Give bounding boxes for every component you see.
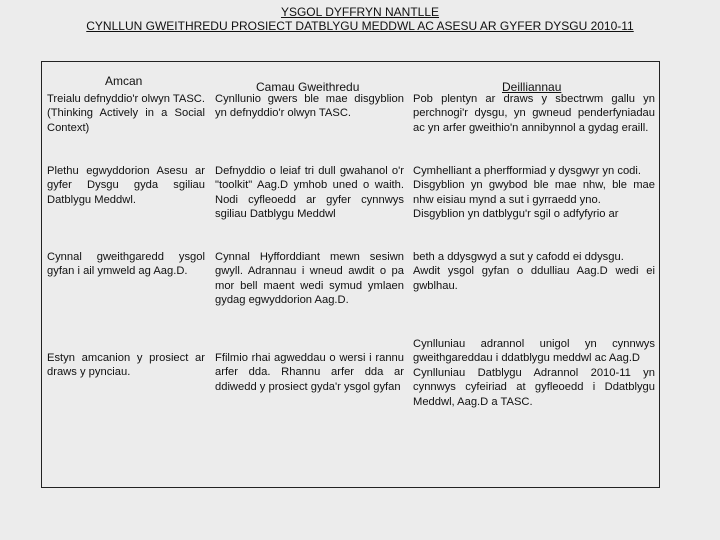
row1-amcan: Treialu defnyddio'r olwyn TASC. (Thinking Actively in a Social Context) — [47, 93, 205, 134]
document-title: CYNLLUN GWEITHREDU PROSIECT DATBLYGU MEDDWL AC ASESU AR GYFER DYSGU 2010-11 — [86, 19, 634, 33]
row3-deilliant-1: beth a ddysgwyd a sut y cafodd ei ddysgu. — [413, 251, 624, 263]
row2-camau: Defnyddio o leiaf tri dull gwahanol o'r "toolkit" Aag.D ymhob uned o waith. Nodi cyfleoedd ar gyfer cynnwys sgiliau Datblygu Meddwl — [215, 165, 404, 221]
row4-deilliant-2: Cynlluniau Datblygu Adrannol 2010-11 yn cynnwys cyfeiriad at gyfleoedd i Ddatblygu Meddwl, Aag.D a TASC. — [413, 366, 655, 408]
row2-deilliant-1: Cymhelliant a pherfformiad y dysgwyr yn codi. — [413, 165, 641, 177]
row4-camau: Ffilmio rhai agweddau o wersi i rannu arfer dda. Rhannu arfer dda ar ddiwedd y prosiect gyda'r ysgol gyfan — [215, 352, 404, 393]
row3-camau: Cynnal Hyfforddiant mewn sesiwn gwyll. Adrannau i wneud awdit o pa mor bell maent wedi symud ymlaen gydag egwyddorion Aag.D. — [215, 251, 404, 307]
row3-amcan: Cynnal gweithgaredd ysgol gyfan i ail ymweld ag Aag.D. — [47, 251, 205, 278]
row2-amcan: Plethu egwyddorion Asesu ar gyfer Dysgu gyda sgiliau Datblygu Meddwl. — [47, 165, 205, 206]
row2-deilliant-2: Disgyblion yn gwybod ble mae nhw, ble mae nhw eisiau mynd a sut i gyrraedd yno. — [413, 179, 655, 206]
school-name: YSGOL DYFFRYN NANTLLE — [280, 5, 440, 19]
row3-deilliant-2: Awdit ysgol gyfan o ddulliau Aag.D wedi ei gwblhau. — [413, 265, 655, 292]
row1-deilliannau — [413, 92, 655, 135]
column-header-camau: Camau Gweithredu — [256, 80, 360, 94]
column-header-deilliannau: Deilliannau — [502, 80, 562, 94]
row2-deilliannau — [413, 164, 655, 222]
row1-deilliant-1: Pob plentyn ar draws y sbectrwm gallu yn perchnogi'r dysgu, yn gwneud penderfyniadau ac yn arfer gweithio'n annibynnol a gydag eraill. — [413, 93, 655, 134]
row3-deilliannau — [413, 250, 655, 293]
column-header-amcan: Amcan — [105, 74, 143, 88]
row4-deilliant-1: Cynlluniau adrannol unigol yn cynnwys gweithgareddau i ddatblygu meddwl ac Aag.D — [413, 338, 655, 365]
row1-camau: Cynllunio gwers ble mae disgyblion yn defnyddio'r olwyn TASC. — [215, 93, 404, 120]
row4-deilliannau — [413, 337, 655, 409]
row4-amcan: Estyn amcanion y prosiect ar draws y pynciau. — [47, 352, 205, 379]
row2-deilliant-3: Disgyblion yn datblygu'r sgil o adfyfyrio ar — [413, 208, 619, 221]
